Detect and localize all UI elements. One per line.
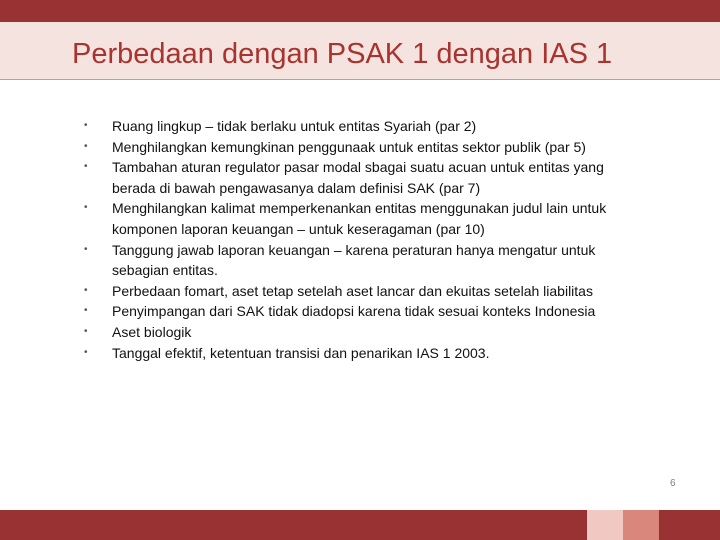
list-item [84,343,644,364]
page-number: 6 [670,478,676,489]
list-item-text: Perbedaan fomart, aset tetap setelah aset lancar dan ekuitas setelah liabilitas [112,282,593,299]
list-item-text: Penyimpangan dari SAK tidak diadopsi karena tidak sesuai konteks Indonesia [112,303,596,320]
list-item-text: Ruang lingkup – tidak berlaku untuk entitas Syariah (par 2) [112,118,477,134]
list-item-text: Menghilangkan kalimat memperkenankan entitas menggunakan judul lain untuk komponen laporan keuangan – untuk keseragaman (par 10) [112,200,607,237]
footer-accent-block-medium [623,510,659,540]
bullet-list [84,116,644,363]
bullet-icon: • [84,325,88,337]
list-item [84,137,644,158]
list-item [84,301,644,322]
list-item [84,116,644,137]
list-item [84,322,644,343]
list-item [84,157,644,198]
bullet-icon: • [84,140,88,152]
bullet-icon: • [84,284,88,296]
bullet-icon: • [84,120,88,131]
list-item-text: Tambahan aturan regulator pasar modal sbagai suatu acuan untuk entitas yang berada di bawah pengawasanya dalam definisi SAK (par 7) [112,159,604,196]
bullet-icon: • [84,243,88,255]
top-decorative-band [0,0,720,22]
bullet-icon: • [84,161,88,173]
footer-accent-block-dark [659,510,720,540]
footer-accent-block-light [587,510,623,540]
bullet-icon: • [84,202,88,214]
list-item-text: Tanggung jawab laporan keuangan – karena peraturan hanya mengatur untuk sebagian entitas. [112,241,596,279]
list-item-text: Aset biologik [112,323,192,340]
list-item [84,198,644,239]
list-item [84,281,644,302]
list-item-text: Menghilangkan kemungkinan penggunaak untuk entitas sektor publik (par 5) [112,138,586,155]
slide-title: Perbedaan dengan PSAK 1 dengan IAS 1 [72,38,613,70]
bullet-icon: • [84,305,88,317]
bullet-icon: • [84,346,88,358]
list-item [84,240,644,281]
list-item-text: Tanggal efektif, ketentuan transisi dan penarikan IAS 1 2003. [112,344,490,361]
